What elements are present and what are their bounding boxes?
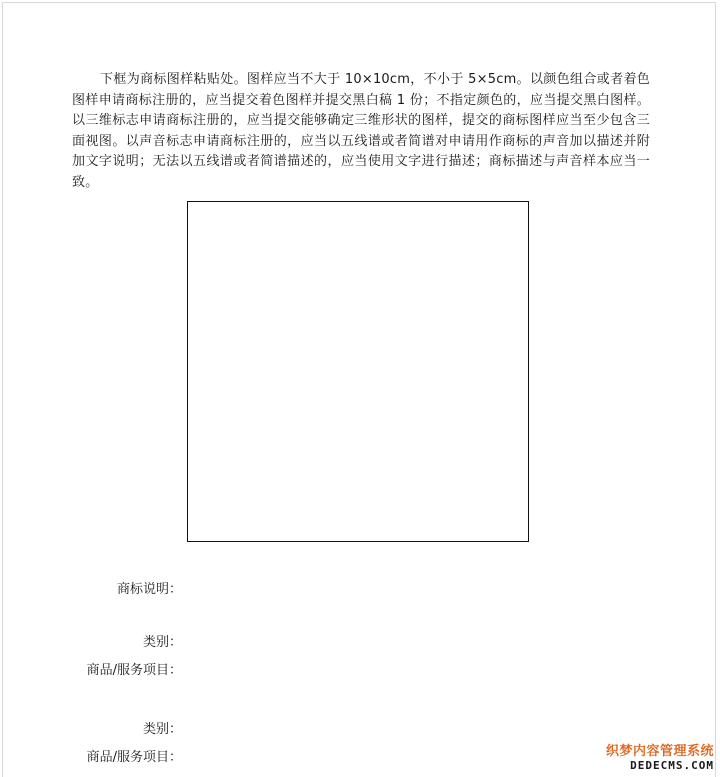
watermark-en: DEDECMS.COM <box>630 759 714 772</box>
category-label-1: 类别： <box>142 635 182 650</box>
paste-instructions: 下框为商标图样粘贴处。图样应当不大于 10×10cm，不小于 5×5cm。以颜色组合或者着色图样申请商标注册的，应当提交着色图样并提交黑白稿 1 份；不指定颜色的，应当提交黑白图样。以三维标志申请商标注册的，应当提交能够确定三维形状的图样，提交的商标图样应当至少包含三面视图。以声音标志申请商标注册的，应当以五线谱或者简谱对申请用作商标的声音加以描述并附加文字说明；无法以五线谱或者简谱描述的，应当使用文字进行描述；商标描述与声音样本应当一致。 <box>72 72 650 190</box>
watermark-cn: 织梦内容管理系统 <box>605 744 714 759</box>
trademark-description-label: 商标说明： <box>116 582 182 597</box>
watermark <box>606 745 714 773</box>
goods-services-label-2: 商品/服务项目： <box>86 750 182 765</box>
trademark-image-paste-box[interactable] <box>187 201 529 542</box>
goods-services-label-1: 商品/服务项目： <box>86 663 182 678</box>
category-label-2: 类别： <box>142 722 182 737</box>
